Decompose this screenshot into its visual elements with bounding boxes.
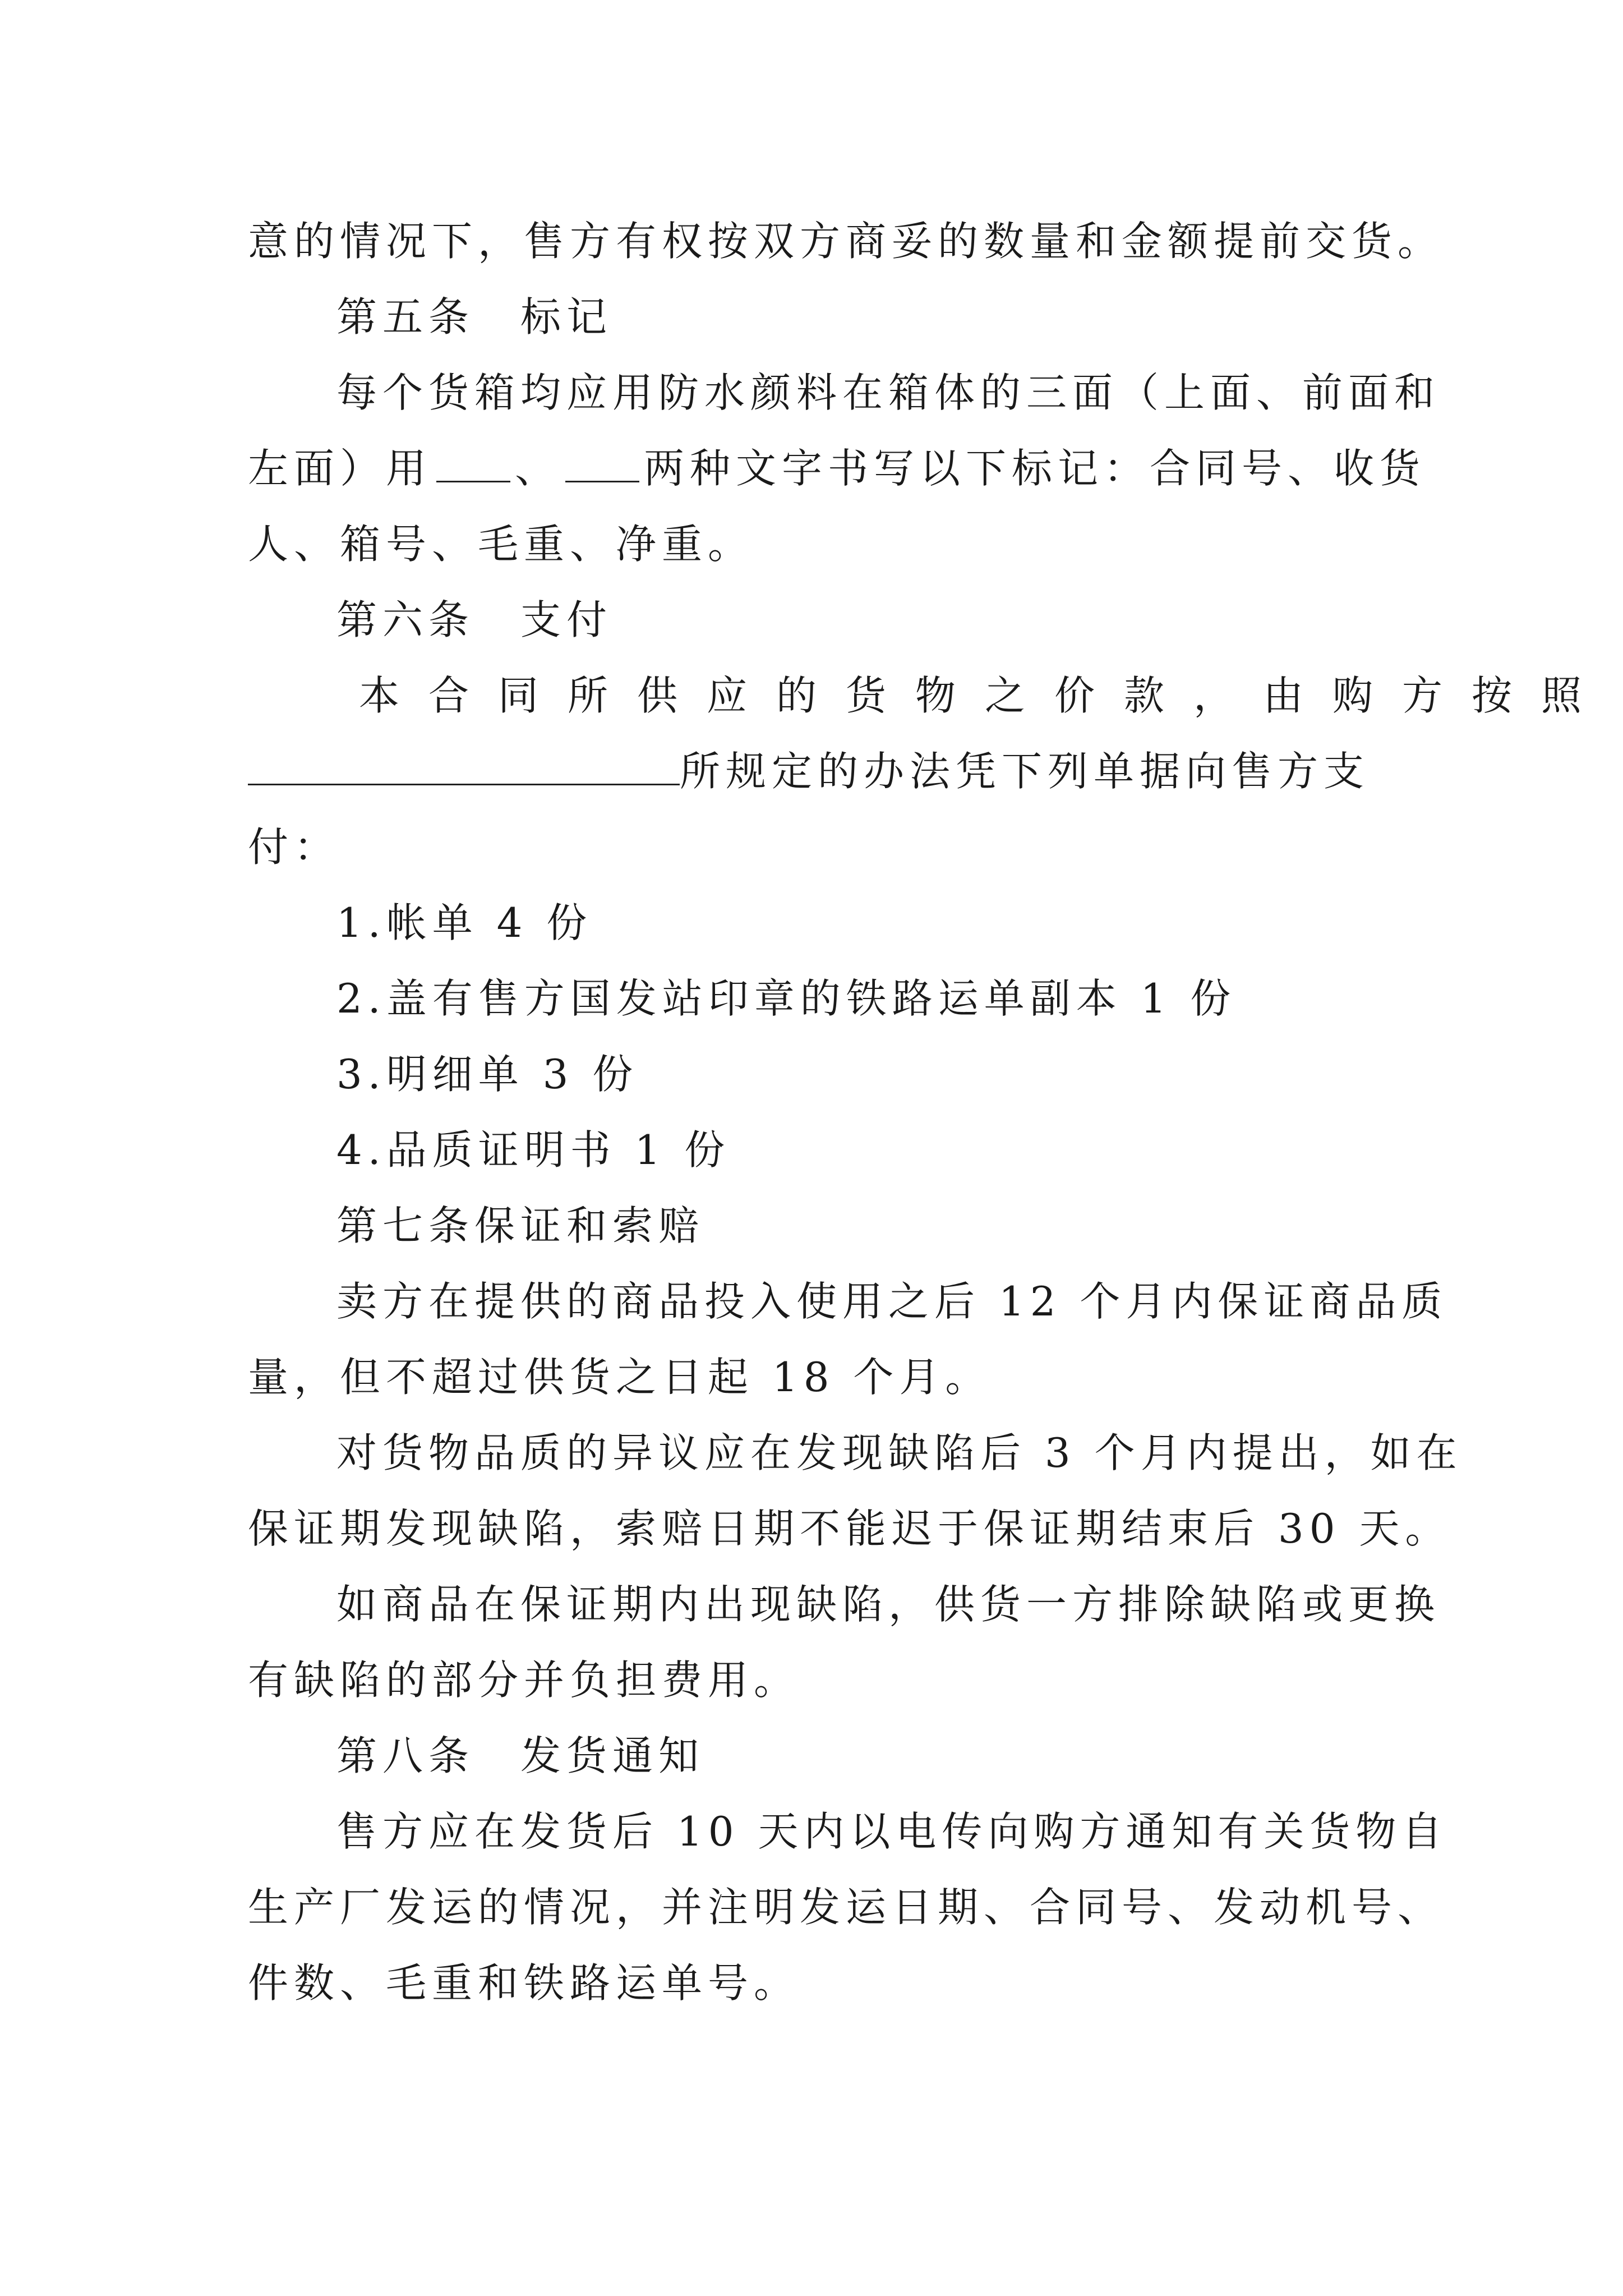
text-segment: 、 [515, 445, 561, 492]
article-7-heading: 第七条保证和索赔 [336, 1202, 705, 1249]
article-5-heading: 第五条 标记 [336, 293, 613, 341]
paragraph-line: 件数、毛重和铁路运单号。 [248, 1959, 800, 2007]
paragraph-line-with-blank [248, 743, 1370, 799]
text-segment: 所规定的办法凭下列单据向售方支 [680, 748, 1370, 795]
list-item: 2.盖有售方国发站印章的铁路运单副本 1 份 [336, 975, 1237, 1022]
paragraph-line: 生产厂发运的情况，并注明发运日期、合同号、发动机号、 [248, 1884, 1444, 1931]
paragraph-line: 人、箱号、毛重、净重。 [248, 521, 754, 568]
paragraph-line: 有缺陷的部分并负担费用。 [248, 1657, 800, 1704]
fill-in-blank [248, 750, 680, 785]
paragraph-line: 量，但不超过供货之日起 18 个月。 [248, 1354, 992, 1401]
paragraph-line: 本合同所供应的货物之价款，由购方按照 [359, 672, 1611, 719]
paragraph-line: 售方应在发货后 10 天内以电传向购方通知有关货物自 [336, 1808, 1448, 1855]
text-segment: 左面）用 [248, 445, 432, 492]
list-item: 4.品质证明书 1 份 [336, 1126, 731, 1174]
paragraph-line: 卖方在提供的商品投入使用之后 12 个月内保证商品质 [336, 1278, 1448, 1325]
paragraph-line: 如商品在保证期内出现缺陷，供货一方排除缺陷或更换 [336, 1581, 1441, 1628]
article-8-heading: 第八条 发货通知 [336, 1732, 705, 1779]
article-6-heading: 第六条 支付 [336, 596, 613, 643]
list-item: 1.帐单 4 份 [336, 899, 593, 946]
paragraph-line-with-blanks [248, 440, 1426, 496]
paragraph-line: 对货物品质的异议应在发现缺陷后 3 个月内提出，如在 [336, 1429, 1463, 1476]
paragraph-line: 每个货箱均应用防水颜料在箱体的三面（上面、前面和 [336, 369, 1441, 416]
list-item: 3.明细单 3 份 [336, 1051, 639, 1098]
paragraph-line: 付： [248, 823, 340, 871]
fill-in-blank [565, 447, 639, 482]
text-segment: 两种文字书写以下标记：合同号、收货 [644, 445, 1426, 492]
paragraph-line: 意的情况下，售方有权按双方商妥的数量和金额提前交货。 [248, 218, 1444, 265]
paragraph-line: 保证期发现缺陷，索赔日期不能迟于保证期结束后 30 天。 [248, 1505, 1451, 1552]
fill-in-blank [436, 447, 510, 482]
